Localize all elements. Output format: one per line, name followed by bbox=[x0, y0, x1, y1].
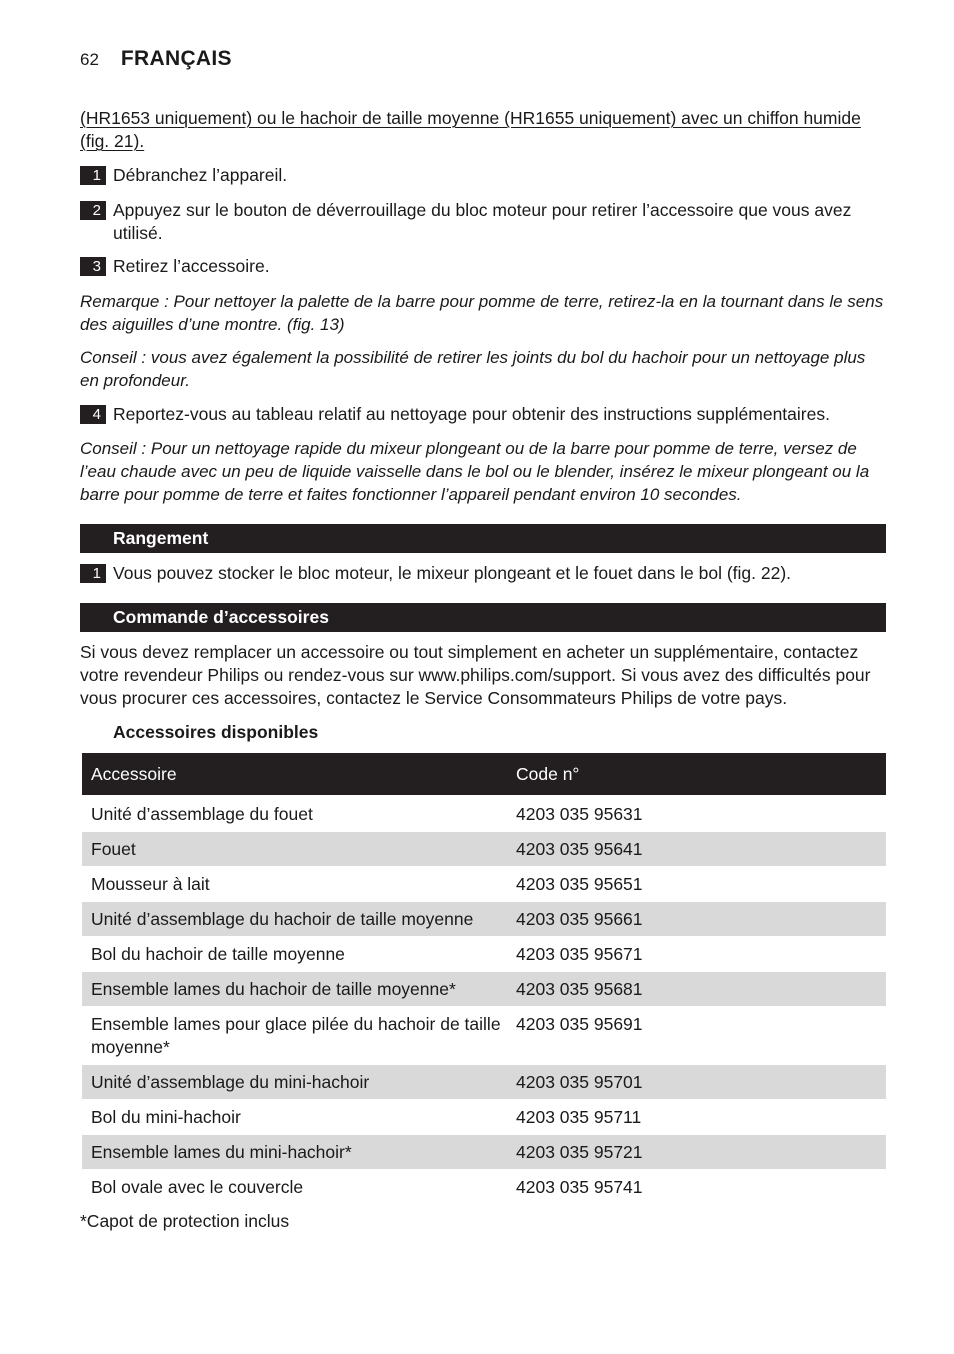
column-header-accessory: Accessoire bbox=[91, 763, 177, 784]
accessory-code: 4203 035 95701 bbox=[516, 1072, 643, 1092]
section-heading-storage: Rangement bbox=[80, 524, 886, 553]
accessory-code: 4203 035 95641 bbox=[516, 839, 643, 859]
table-row bbox=[82, 831, 886, 866]
section-heading-ordering: Commande d’accessoires bbox=[80, 603, 886, 632]
accessories-table bbox=[82, 753, 886, 1204]
step-3 bbox=[80, 255, 886, 278]
step-text: Vous pouvez stocker le bloc moteur, le mixeur plongeant et le fouet dans le bol (fig. 22). bbox=[113, 563, 792, 583]
table-row bbox=[82, 1006, 886, 1064]
accessory-name: Ensemble lames pour glace pilée du hachoir de taille moyenne* bbox=[91, 1014, 501, 1057]
table-row bbox=[82, 936, 886, 971]
table-row bbox=[82, 1099, 886, 1134]
step-number-badge: 3 bbox=[80, 257, 106, 276]
footnote: *Capot de protection inclus bbox=[80, 1211, 290, 1231]
step-number-badge: 4 bbox=[80, 405, 106, 424]
intro-continued-text: (HR1653 uniquement) ou le hachoir de taille moyenne (HR1655 uniquement) avec un chiffon humide (fig. 21). bbox=[80, 108, 861, 151]
accessory-code: 4203 035 95651 bbox=[516, 874, 643, 894]
accessory-code: 4203 035 95711 bbox=[516, 1107, 642, 1127]
page-header bbox=[80, 47, 232, 71]
accessory-code: 4203 035 95671 bbox=[516, 944, 643, 964]
page-number: 62 bbox=[80, 50, 99, 69]
storage-step-1 bbox=[80, 562, 886, 585]
step-text: Appuyez sur le bouton de déverrouillage du bloc moteur pour retirer l’accessoire que vous avez utilisé. bbox=[113, 200, 852, 243]
accessory-code: 4203 035 95681 bbox=[516, 979, 643, 999]
accessory-code: 4203 035 95661 bbox=[516, 909, 643, 929]
page-language-title: FRANÇAIS bbox=[120, 47, 232, 70]
accessory-name: Bol du hachoir de taille moyenne bbox=[91, 944, 345, 964]
step-2 bbox=[80, 199, 886, 245]
ordering-paragraph: Si vous devez remplacer un accessoire ou tout simplement en acheter un supplémentaire, contactez votre revendeur Philips ou rendez-vous sur www.philips.com/support. Si vous avez des difficultés pour vous procurer ces accessoires, contactez le Service Consommateurs Philips de votre pays. bbox=[80, 642, 871, 708]
table-row bbox=[82, 1134, 886, 1169]
accessory-name: Bol ovale avec le couvercle bbox=[91, 1177, 304, 1197]
step-text: Reportez-vous au tableau relatif au nettoyage pour obtenir des instructions supplémentaires. bbox=[113, 404, 830, 424]
note-remark: Remarque : Pour nettoyer la palette de la barre pour pomme de terre, retirez-la en la tournant dans le sens des aiguilles d’une montre. (fig. 13) bbox=[80, 292, 884, 334]
accessory-name: Unité d’assemblage du hachoir de taille moyenne bbox=[91, 909, 474, 929]
accessory-code: 4203 035 95631 bbox=[516, 804, 643, 824]
table-row bbox=[82, 1064, 886, 1099]
step-4 bbox=[80, 403, 886, 426]
step-text: Retirez l’accessoire. bbox=[113, 256, 270, 276]
step-number-badge: 2 bbox=[80, 201, 106, 220]
step-number-badge: 1 bbox=[80, 564, 106, 583]
accessory-name: Unité d’assemblage du mini-hachoir bbox=[91, 1072, 370, 1092]
table-row bbox=[82, 866, 886, 901]
intro-continued-paragraph bbox=[80, 107, 886, 153]
table-row bbox=[82, 1169, 886, 1204]
table-row bbox=[82, 797, 886, 831]
column-header-code: Code n° bbox=[516, 763, 580, 784]
step-1 bbox=[80, 164, 886, 187]
accessory-name: Ensemble lames du hachoir de taille moyenne* bbox=[91, 979, 456, 999]
accessory-code: 4203 035 95741 bbox=[516, 1177, 643, 1197]
accessory-code: 4203 035 95691 bbox=[516, 1014, 643, 1034]
accessory-name: Ensemble lames du mini-hachoir* bbox=[91, 1142, 352, 1162]
accessory-name: Fouet bbox=[91, 839, 136, 859]
accessory-name: Mousseur à lait bbox=[91, 874, 210, 894]
accessory-name: Unité d’assemblage du fouet bbox=[91, 804, 313, 824]
table-header bbox=[82, 753, 886, 795]
step-number-badge: 1 bbox=[80, 166, 106, 185]
note-tip-seals: Conseil : vous avez également la possibilité de retirer les joints du bol du hachoir pour un nettoyage plus en profondeur. bbox=[80, 348, 866, 390]
step-text: Débranchez l’appareil. bbox=[113, 165, 288, 185]
available-accessories-heading: Accessoires disponibles bbox=[113, 722, 319, 742]
accessory-code: 4203 035 95721 bbox=[516, 1142, 643, 1162]
table-row bbox=[82, 901, 886, 936]
accessory-name: Bol du mini-hachoir bbox=[91, 1107, 241, 1127]
note-tip-quick-clean: Conseil : Pour un nettoyage rapide du mixeur plongeant ou de la barre pour pomme de terre, versez de l’eau chaude avec un peu de liquide vaisselle dans le bol ou le blender, insérez le mixeur plongeant ou la barre pour pomme de terre et faites fonctionner l’appareil pendant environ 10 secondes. bbox=[80, 439, 870, 504]
table-row bbox=[82, 971, 886, 1006]
